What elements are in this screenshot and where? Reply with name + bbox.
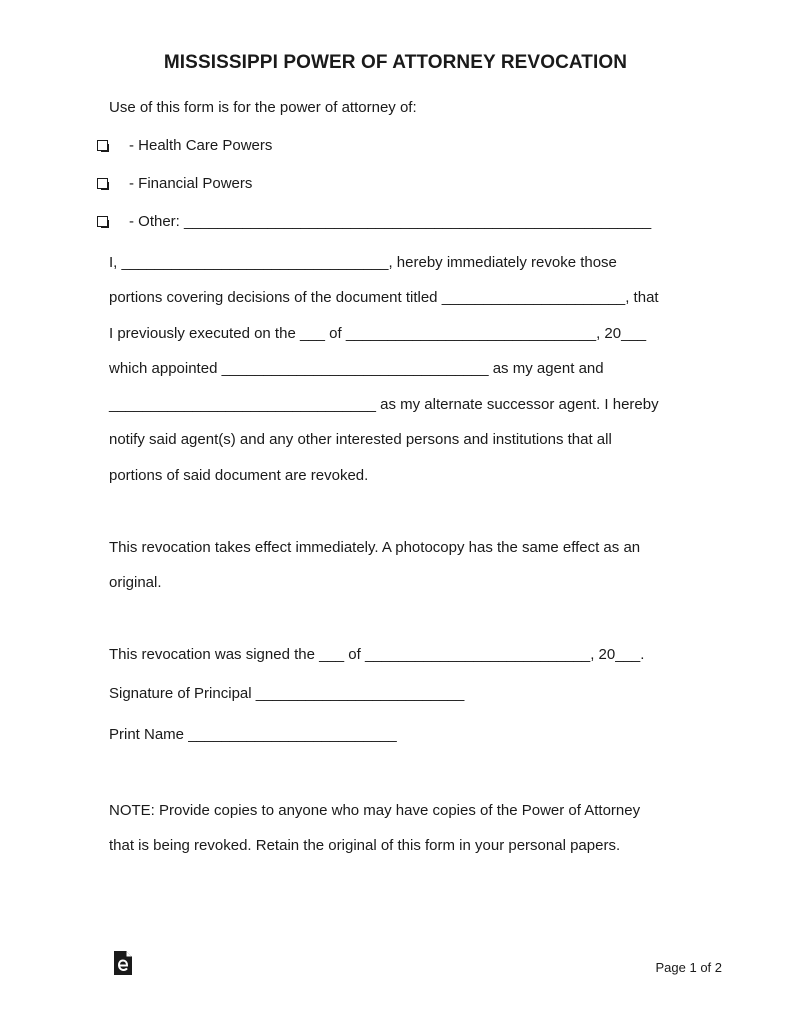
option-other-label: - Other: ________________________________________________________ [129, 213, 652, 230]
signature-of-principal-line: Signature of Principal _________________________ [109, 685, 465, 702]
body-line: ________________________________ as my alternate successor agent. I hereby [109, 396, 659, 413]
body-line: I, ________________________________, hereby immediately revoke those [109, 254, 617, 271]
effect-line: original. [109, 574, 162, 591]
health-care-checkbox-icon[interactable] [97, 140, 108, 151]
body-line: I previously executed on the ___ of ______________________________, 20___ [109, 325, 647, 342]
financial-checkbox-icon[interactable] [97, 178, 108, 189]
body-line: notify said agent(s) and any other interested persons and institutions that all [109, 431, 612, 448]
note-line: that is being revoked. Retain the original of this form in your personal papers. [109, 837, 621, 854]
option-financial-label: - Financial Powers [129, 175, 253, 192]
eforms-logo-icon [113, 950, 133, 976]
document-title: MISSISSIPPI POWER OF ATTORNEY REVOCATION [163, 52, 628, 73]
option-health-care-label: - Health Care Powers [129, 137, 273, 154]
page-number: Page 1 of 2 [655, 960, 722, 975]
effect-line: This revocation takes effect immediately. A photocopy has the same effect as an [109, 539, 641, 556]
body-line: which appointed ________________________________ as my agent and [109, 360, 604, 377]
print-name-line: Print Name _________________________ [109, 726, 397, 743]
other-checkbox-icon[interactable] [97, 216, 108, 227]
body-line: portions of said document are revoked. [109, 467, 369, 484]
body-line: portions covering decisions of the document titled ______________________, that [109, 289, 659, 306]
intro-text: Use of this form is for the power of attorney of: [109, 99, 417, 116]
signed-date-line: This revocation was signed the ___ of ___________________________, 20___. [109, 646, 645, 663]
note-line: NOTE: Provide copies to anyone who may have copies of the Power of Attorney [109, 802, 641, 819]
